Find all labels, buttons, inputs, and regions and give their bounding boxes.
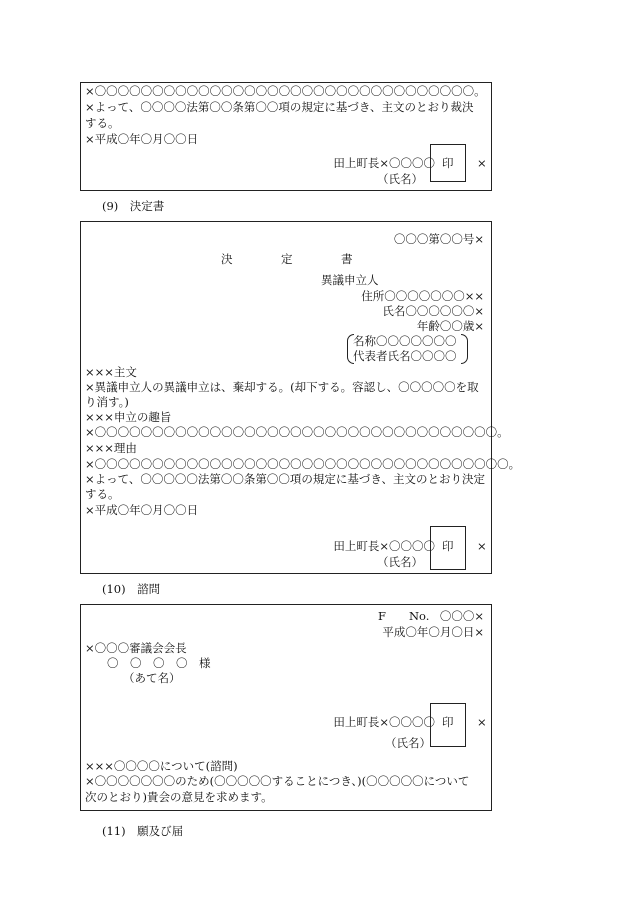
signer-name: 田上町長×〇〇〇〇 [333,539,435,553]
body-line: する。 [85,116,120,130]
section-heading-9: (9) 決定書 [102,199,165,213]
date-line: ×平成〇年〇月〇〇日 [85,132,199,146]
name-note: （氏名） [377,172,423,186]
body-line: ×異議申立人の異議申立は、棄却する。(却下する。容認し、〇〇〇〇〇を取 [85,380,479,394]
applicant-name: 氏名〇〇〇〇〇〇× [382,304,484,318]
seal-mark: 印 [442,156,454,170]
corp-bracket-right [461,334,468,364]
inquiry-document-box [80,604,492,811]
body-line: 次のとおり)貴会の意見を求めます。 [85,790,273,804]
applicant-label: 異議申立人 [321,273,379,287]
body-line: ×よって、〇〇〇〇〇法第〇〇条第〇〇項の規定に基づき、主文のとおり決定 [85,472,485,486]
addressee-title: ×〇〇〇審議会会長 [85,641,187,655]
trailing-mark: × [477,539,487,553]
main-text-heading: ×××主文 [85,365,137,379]
corp-representative: 代表者氏名〇〇〇〇 [353,349,457,363]
name-note: （氏名） [377,555,423,569]
ruling-document-box [80,82,492,191]
body-line: ×よって、〇〇〇〇法第〇〇条第〇〇項の規定に基づき、主文のとおり裁決 [85,100,474,114]
name-note: （氏名） [385,736,431,750]
seal-mark: 印 [442,715,454,729]
body-line: する。 [85,487,120,501]
title-char: 定 [281,252,293,266]
corp-name: 名称〇〇〇〇〇〇〇 [353,334,457,348]
signer-name: 田上町長×〇〇〇〇 [333,715,435,729]
body-line: ×〇〇〇〇〇〇〇〇〇〇〇〇〇〇〇〇〇〇〇〇〇〇〇〇〇〇〇〇〇〇〇〇〇〇〇〇。 [85,457,521,471]
addressee-honorific: 〇 〇 〇 〇 様 [107,656,211,670]
document-date: 平成〇年〇月〇日× [382,625,484,639]
trailing-mark: × [477,715,487,729]
body-line: ×〇〇〇〇〇〇〇〇〇〇〇〇〇〇〇〇〇〇〇〇〇〇〇〇〇〇〇〇〇〇〇〇〇〇〇。 [85,425,509,439]
applicant-age: 年齢〇〇歳× [416,319,484,333]
f-no-label: F No. [378,609,430,623]
title-char: 書 [341,252,353,266]
addressee-note: （あて名） [123,671,181,685]
subject-line: ×××〇〇〇〇について(諮問) [85,759,238,773]
title-char: 決 [221,252,233,266]
f-no-value: 〇〇〇× [439,609,484,623]
document-number: 〇〇〇第〇〇号× [393,232,484,246]
section-heading-10: (10) 諮問 [102,582,161,596]
decision-document-box [80,221,521,574]
section-heading-11: (11) 願及び届 [102,824,184,838]
applicant-address: 住所〇〇〇〇〇〇〇×× [361,289,484,303]
body-line: ×〇〇〇〇〇〇〇のため(〇〇〇〇〇することにつき、)(〇〇〇〇〇について [85,774,470,788]
trailing-mark: × [477,156,487,170]
signer-name: 田上町長×〇〇〇〇 [333,156,435,170]
purpose-heading: ×××申立の趣旨 [85,410,172,424]
body-line: り消す。) [85,395,129,409]
body-line: ×〇〇〇〇〇〇〇〇〇〇〇〇〇〇〇〇〇〇〇〇〇〇〇〇〇〇〇〇〇〇〇〇〇。 [85,84,486,98]
date-line: ×平成〇年〇月〇〇日 [85,503,199,517]
seal-mark: 印 [442,539,454,553]
reason-heading: ×××理由 [85,441,137,455]
